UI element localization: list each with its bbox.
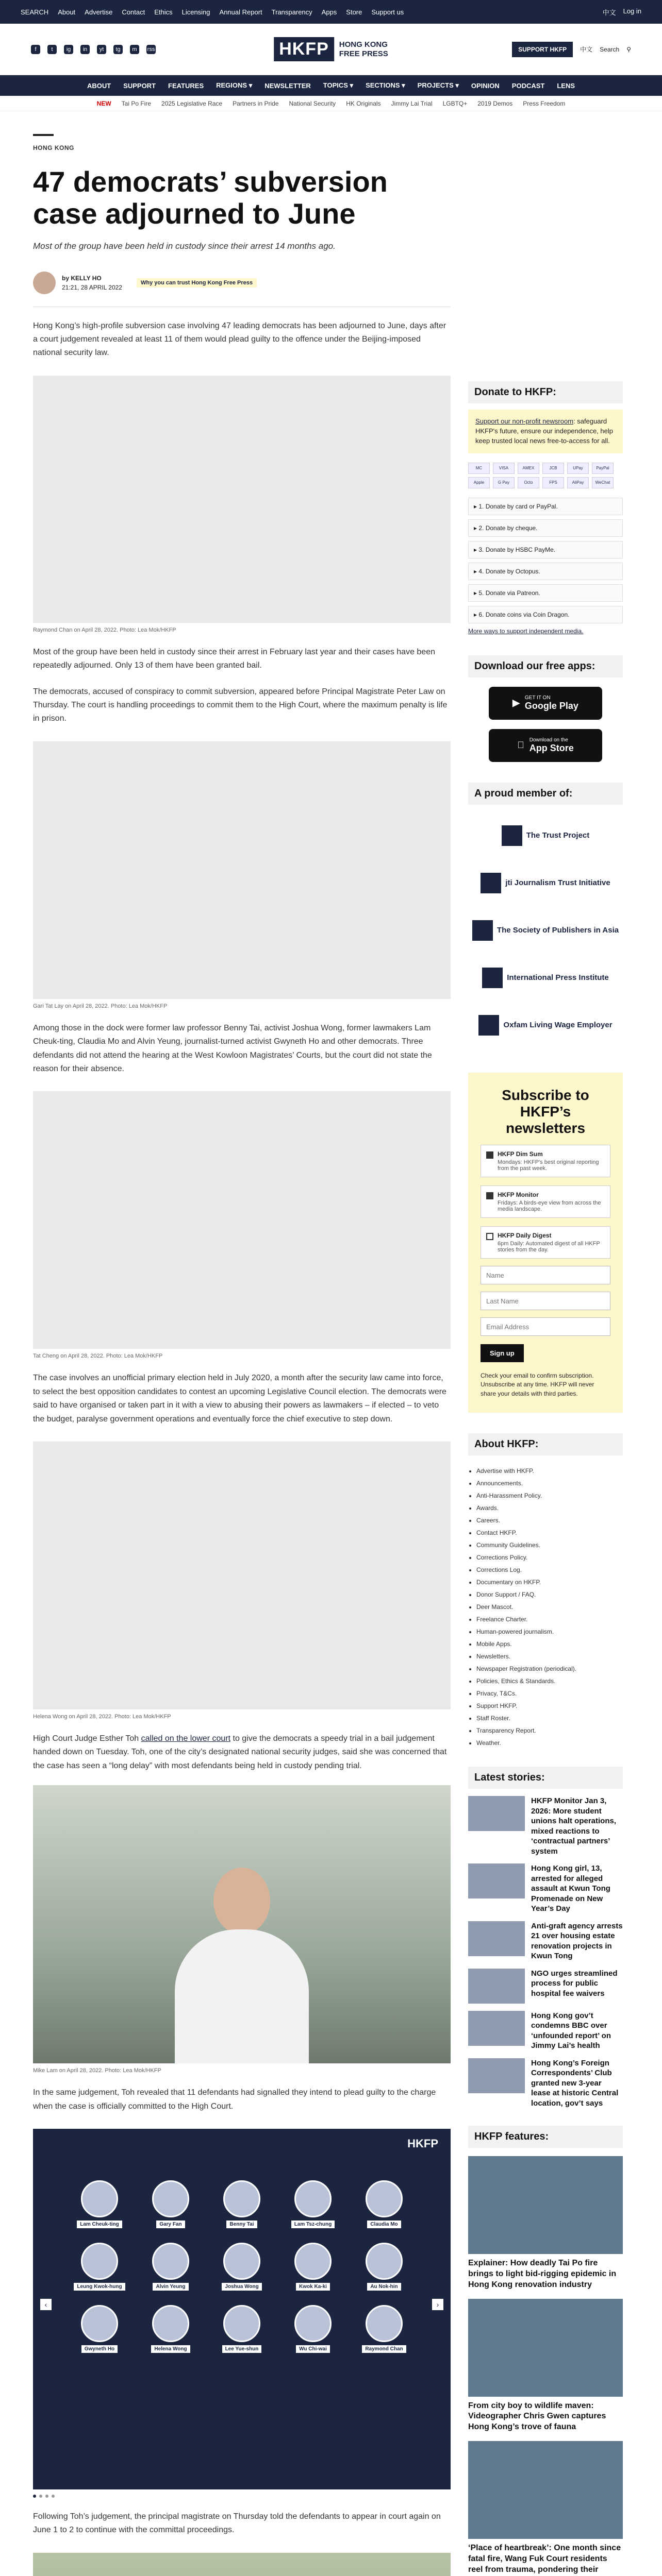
gallery-badge: HKFP — [407, 2137, 438, 2150]
payment-mc-icon: MC — [468, 463, 490, 474]
caption-1: Raymond Chan on April 28, 2022. Photo: Lea Mok/HKFP — [33, 626, 176, 633]
about-link[interactable]: • Newsletters. — [476, 1650, 623, 1663]
paragraph-7: In the same judgement, Toh revealed that 11 defendants had signalled they intend to plead guilty to the charge when the case is officially committed to the High Court. — [33, 2088, 436, 2111]
features-title: HKFP features: — [468, 2126, 623, 2148]
top-link-advertise[interactable]: Advertise — [85, 8, 113, 16]
donate-option[interactable]: ▸ 4. Donate by Octopus. — [468, 563, 623, 580]
caption-2: Gari Tat Lay on April 28, 2022. Photo: Lea Mok/HKFP — [33, 1003, 168, 1009]
author-name[interactable]: by KELLY HO — [62, 274, 102, 282]
gallery-item[interactable] — [64, 2305, 135, 2353]
newsletter-checkbox[interactable] — [486, 1151, 493, 1159]
defendant-name: Claudia Mo — [367, 2221, 401, 2228]
top-link-store[interactable]: Store — [346, 8, 362, 16]
top-right-links — [603, 7, 641, 17]
social-rss-icon[interactable]: rss — [146, 45, 156, 54]
payment-paypal-icon: PayPal — [592, 463, 614, 474]
social-yt-icon[interactable]: yt — [97, 45, 106, 54]
subnav-tai-po-fire[interactable]: Tai Po Fire — [121, 99, 152, 107]
newsletter-option-text — [498, 1232, 605, 1253]
top-link-transparency[interactable]: Transparency — [271, 8, 312, 16]
byline — [33, 272, 451, 294]
gallery-item[interactable] — [206, 2243, 277, 2291]
article-category[interactable]: HONG KONG — [33, 144, 74, 151]
defendant-name: Leung Kwok-hung — [74, 2283, 125, 2291]
member-logo-mark — [482, 968, 503, 988]
gallery-item[interactable] — [135, 2305, 206, 2353]
newsletter-option-desc: Fridays: A birds-eye view from across the media landscape. — [498, 1200, 601, 1213]
donate-title: Donate to HKFP: — [468, 381, 623, 403]
top-link-ethics[interactable]: Ethics — [154, 8, 173, 16]
about-link[interactable]: • Community Guidelines. — [476, 1539, 623, 1551]
defendant-portrait — [152, 2243, 189, 2280]
payment-visa-icon: VISA — [493, 463, 515, 474]
subnav-2025-legislative-race[interactable]: 2025 Legislative Race — [161, 99, 223, 107]
about-list — [468, 1465, 623, 1749]
defendant-name: Benny Tai — [226, 2221, 257, 2228]
newsletter-option-text — [498, 1150, 605, 1172]
support-newsroom-link[interactable]: Support our non-profit newsroom — [475, 417, 574, 425]
defendant-portrait — [294, 2180, 332, 2217]
social-m-icon[interactable]: m — [130, 45, 139, 54]
support-hkfp-button[interactable]: SUPPORT HKFP — [512, 42, 573, 57]
defendant-portrait — [366, 2305, 403, 2342]
story-thumbnail — [468, 1921, 525, 1956]
about-link[interactable]: • Awards. — [476, 1502, 623, 1514]
photo-tat-cheng — [33, 1091, 451, 1349]
nav-sections[interactable]: SECTIONS ▾ — [366, 81, 405, 89]
defendant-portrait — [81, 2305, 118, 2342]
newsletter-checkbox[interactable] — [486, 1233, 493, 1240]
newsletter-option-name: HKFP Monitor — [498, 1191, 539, 1199]
story-title[interactable]: HKFP Monitor Jan 3, 2026: More student unions halt operations, mixed reactions to ‘contractual partners’ system — [531, 1797, 617, 1856]
member-logo-jti-journalism-trust-initiative[interactable] — [468, 867, 623, 900]
defendant-portrait — [366, 2180, 403, 2217]
article-date: 21:21, 28 APRIL 2022 — [62, 283, 122, 291]
nav-features[interactable]: FEATURES — [168, 81, 204, 90]
member-logo-mark — [502, 825, 522, 846]
nav-topics[interactable]: TOPICS ▾ — [323, 81, 354, 89]
category-rule — [33, 134, 54, 136]
top-link-contact[interactable]: Contact — [122, 8, 145, 16]
story-thumbnail — [468, 1969, 525, 2004]
first-name-input[interactable] — [481, 1266, 610, 1284]
features-list — [468, 2156, 623, 2576]
gallery-item[interactable] — [277, 2305, 349, 2353]
gallery-item[interactable] — [349, 2243, 420, 2291]
member-logo-oxfam-living-wage-employer[interactable] — [468, 1009, 623, 1042]
defendant-name: Gary Fan — [156, 2221, 185, 2228]
about-link[interactable]: • Freelance Charter. — [476, 1613, 623, 1625]
top-link-about[interactable]: About — [58, 8, 76, 16]
latest-story[interactable] — [468, 1969, 623, 2004]
defendant-portrait — [366, 2243, 403, 2280]
paragraph-6: High Court Judge Esther Toh called on the lower court to give the democrats a speedy trial in a bail judgement handed down on Tuesday. Toh, one of the city’s designated national security judges, said she was concerned that the case has seen a “long delay” with most defendants being held in custody pending trial. — [33, 1734, 447, 1770]
defendant-name: Alvin Yeung — [153, 2283, 188, 2291]
defendant-name: Wu Chi-wai — [296, 2345, 330, 2353]
sidebar — [468, 381, 623, 2576]
apps-title: Download our free apps: — [468, 655, 623, 677]
gallery-next-button[interactable]: › — [432, 2299, 443, 2310]
email-input[interactable] — [481, 1317, 610, 1336]
defendant-name: Gwyneth Ho — [81, 2345, 118, 2353]
person-figure — [175, 1868, 309, 2063]
defendant-name: Raymond Chan — [362, 2345, 406, 2353]
subnav-press-freedom[interactable]: Press Freedom — [523, 99, 566, 107]
article-title: 47 democrats’ subversion case adjourned to June — [33, 165, 388, 230]
paragraph-3: The democrats, accused of conspiracy to commit subversion, appeared before Principal Magistrate Peter Law on Thursday. The court is handling proceedings to commit them to the High Court, where the maximum penalty is life in prison. — [33, 687, 448, 723]
defendant-name: Au Nok-hin — [367, 2283, 401, 2291]
lower-court-link[interactable]: called on the lower court — [141, 1734, 231, 1743]
feature-image — [468, 2156, 623, 2254]
photo-gari-tat-lay — [33, 741, 451, 999]
newsletter-option[interactable] — [481, 1145, 610, 1177]
header-search-label[interactable]: Search — [600, 45, 620, 53]
story-thumbnail — [468, 1863, 525, 1899]
member-logo-the-society-of-publishers-in-asia[interactable] — [468, 914, 623, 947]
latest-title: Latest stories: — [468, 1767, 623, 1789]
gallery-item[interactable] — [277, 2243, 349, 2291]
logo-text-2: FREE PRESS — [339, 49, 388, 58]
nav-lens[interactable]: LENS — [557, 81, 575, 90]
author-avatar — [33, 272, 56, 294]
donate-options — [468, 498, 623, 623]
apple-icon — [517, 740, 524, 751]
defendant-portrait — [223, 2243, 260, 2280]
about-link[interactable]: • Weather. — [476, 1737, 623, 1749]
latest-story[interactable] — [468, 2058, 623, 2109]
payment-wechat-icon: WeChat — [592, 477, 614, 488]
about-link[interactable]: • Advertise with HKFP. — [476, 1465, 623, 1477]
about-link[interactable]: • Deer Mascot. — [476, 1601, 623, 1613]
defendant-portrait — [152, 2305, 189, 2342]
member-logo-mark — [472, 920, 493, 941]
defendant-portrait — [223, 2305, 260, 2342]
gallery-item[interactable] — [64, 2243, 135, 2291]
gallery-item[interactable] — [349, 2305, 420, 2353]
about-link[interactable]: • Careers. — [476, 1514, 623, 1527]
top-link-search[interactable]: SEARCH — [21, 8, 49, 16]
donate-option[interactable]: ▸ 1. Donate by card or PayPal. — [468, 498, 623, 515]
social-in-icon[interactable]: in — [80, 45, 90, 54]
about-link[interactable]: • Human-powered journalism. — [476, 1625, 623, 1638]
payment-fps-icon: FPS — [542, 477, 564, 488]
nav-about[interactable]: ABOUT — [87, 81, 111, 90]
subnav-partners-in-pride[interactable]: Partners in Pride — [233, 99, 279, 107]
new-label: NEW — [96, 99, 111, 107]
member-logo-the-trust-project[interactable] — [468, 819, 623, 852]
caption-5: Mike Lam on April 28, 2022. Photo: Lea Mok/HKFP — [33, 2067, 161, 2074]
defendant-name: Lam Cheuk-ting — [77, 2221, 122, 2228]
about-link[interactable]: • Contact HKFP. — [476, 1527, 623, 1539]
gallery-item[interactable] — [135, 2180, 206, 2228]
newsletter-signup — [468, 1073, 623, 1413]
story-thumbnail — [468, 2011, 525, 2046]
feature-title[interactable]: ‘Place of heartbreak’: One month since fatal fire, Wang Fuk Court residents reel from trauma, pondering their — [468, 2544, 621, 2574]
site-logo[interactable] — [274, 37, 388, 61]
about-link[interactable]: • Corrections Policy. — [476, 1551, 623, 1564]
logo-text-1: HONG KONG — [339, 40, 388, 49]
newsletter-option-desc: Mondays: HKFP's best original reporting from the past week. — [498, 1159, 599, 1172]
defendant-portrait — [81, 2243, 118, 2280]
defendant-portrait — [152, 2180, 189, 2217]
article — [33, 134, 451, 2576]
search-icon[interactable]: ⚲ — [626, 45, 631, 53]
paragraph-1: Hong Kong’s high-profile subversion case involving 47 leading democrats has been adjourned to June, days after a court judgement revealed at least 11 of them would plead guilty to the offence under the Beijing-imposed national security law. — [33, 321, 446, 358]
about-link[interactable]: • Support HKFP. — [476, 1700, 623, 1712]
gallery-prev-button[interactable]: ‹ — [40, 2299, 52, 2310]
photo-mike-lam — [33, 1785, 451, 2063]
caption-3: Tat Cheng on April 28, 2022. Photo: Lea Mok/HKFP — [33, 1353, 163, 1360]
about-link[interactable]: • Transparency Report. — [476, 1724, 623, 1737]
gallery-grid — [64, 2180, 420, 2353]
feature-story[interactable] — [468, 2299, 623, 2433]
language-toggle[interactable]: 中文 — [580, 46, 593, 53]
photo-masked-defendant — [33, 2553, 451, 2576]
newsletter-option-text — [498, 1191, 605, 1212]
member-title: A proud member of: — [468, 783, 623, 805]
top-link-support-us[interactable]: Support us — [371, 8, 404, 16]
defendants-gallery[interactable] — [33, 2129, 451, 2489]
latest-stories — [468, 1796, 623, 2108]
member-logo-name: Oxfam Living Wage Employer — [503, 1021, 613, 1030]
member-logos — [468, 819, 623, 1042]
subnav-hk-originals[interactable]: HK Originals — [346, 99, 381, 107]
donate-option[interactable]: ▸ 6. Donate coins via Coin Dragon. — [468, 606, 623, 623]
nav-opinion[interactable]: OPINION — [471, 81, 500, 90]
article-standfirst: Most of the group have been held in custody since their arrest 14 months ago. — [33, 241, 336, 251]
story-title[interactable]: Anti-graft agency arrests 21 over housing estate renovation projects in Kwun Tong — [531, 1921, 623, 1961]
photo-raymond-chan — [33, 376, 451, 623]
member-logo-mark — [478, 1015, 499, 1036]
latest-story[interactable] — [468, 1863, 623, 1914]
about-link[interactable]: • Mobile Apps. — [476, 1638, 623, 1650]
payment-logos — [468, 463, 623, 488]
gallery-item[interactable] — [277, 2180, 349, 2228]
about-link[interactable]: • Staff Roster. — [476, 1712, 623, 1724]
defendant-portrait — [81, 2180, 118, 2217]
gallery-item[interactable] — [135, 2243, 206, 2291]
top-bar — [0, 0, 662, 24]
defendant-name: Lee Yue-shun — [222, 2345, 262, 2353]
feature-story[interactable] — [468, 2156, 623, 2290]
payment-alipay-icon: AliPay — [567, 477, 589, 488]
feature-title[interactable]: From city boy to wildlife maven: Videographer Chris Gwen captures Hong Kong’s trove of fauna — [468, 2401, 606, 2432]
newsletter-title: Subscribe to HKFP’s newsletters — [502, 1087, 589, 1136]
gallery-item[interactable] — [64, 2180, 135, 2228]
newsletter-option-name: HKFP Dim Sum — [498, 1150, 543, 1158]
social-icons — [31, 45, 156, 54]
payment-g-pay-icon: G Pay — [493, 477, 515, 488]
newsletter-option-desc: 6pm Daily: Automated digest of all HKFP stories from the day. — [498, 1241, 600, 1253]
member-logo-international-press-institute[interactable] — [468, 961, 623, 994]
defendant-portrait — [294, 2305, 332, 2342]
story-title[interactable]: Hong Kong’s Foreign Correspondents’ Club granted new 3-year lease at historic Central location, gov’t says — [531, 2058, 619, 2108]
member-logo-name: The Society of Publishers in Asia — [496, 926, 619, 935]
payment-upay-icon: UPay — [567, 463, 589, 474]
app-store-button[interactable]: Download on the App Store — [489, 729, 602, 762]
top-link-apps[interactable]: Apps — [321, 8, 337, 16]
about-link[interactable]: • Documentary on HKFP. — [476, 1576, 623, 1588]
site-header — [0, 24, 662, 75]
top-links — [21, 8, 404, 16]
subnav-jimmy-lai-trial[interactable]: Jimmy Lai Trial — [391, 99, 433, 107]
member-logo-name: The Trust Project — [526, 831, 590, 840]
story-title[interactable]: Hong Kong girl, 13, arrested for alleged assault at Kwun Tong Promenade on New Year’s Day — [531, 1864, 610, 1913]
feature-image — [468, 2299, 623, 2397]
trust-tag[interactable]: Why you can trust Hong Kong Free Press — [137, 278, 257, 287]
subnav-2019-demos[interactable]: 2019 Demos — [477, 99, 513, 107]
top-link-annual-report[interactable]: Annual Report — [219, 8, 262, 16]
newsletter-note: Check your email to confirm subscription. Unsubscribe at any time. HKFP will never share your details with third parties. — [481, 1372, 594, 1397]
defendant-name: Helena Wong — [151, 2345, 190, 2353]
latest-story[interactable] — [468, 2011, 623, 2051]
donate-option[interactable]: ▸ 5. Donate via Patreon. — [468, 584, 623, 602]
sub-nav — [0, 96, 662, 111]
social-t-icon[interactable]: t — [47, 45, 57, 54]
photo-helena-wong — [33, 1442, 451, 1709]
paragraph-8: Following Toh’s judgement, the principal magistrate on Thursday told the defendants to appear in court again on June 1 to 2 to continue with the committal proceedings. — [33, 2512, 441, 2535]
newsletter-option-name: HKFP Daily Digest — [498, 1232, 552, 1240]
nav-podcast[interactable]: PODCAST — [511, 81, 545, 90]
logo-mark: HKFP — [274, 37, 334, 61]
defendant-portrait — [294, 2243, 332, 2280]
newsletter-option[interactable] — [481, 1185, 610, 1218]
social-tg-icon[interactable]: tg — [113, 45, 123, 54]
feature-story[interactable] — [468, 2441, 623, 2576]
about-link[interactable]: • Announcements. — [476, 1477, 623, 1489]
story-thumbnail — [468, 1796, 525, 1831]
latest-story[interactable] — [468, 1796, 623, 1856]
about-link[interactable]: • Newspaper Registration (periodical). — [476, 1663, 623, 1675]
donate-option[interactable]: ▸ 3. Donate by HSBC PayMe. — [468, 541, 623, 558]
paragraph-5: The case involves an unofficial primary election held in July 2020, a month after the security law came into force, to select the best opposition candidates to contest an upcoming Legislative Council election. The democrats were said to have organised or taken part in it with a view to abusing their powers as lawmakers – if elected – to veto the budget, paralyse government operations and eventually force the chief executive to step down. — [33, 1374, 446, 1423]
top-link-licensing[interactable]: Licensing — [181, 8, 210, 16]
story-title[interactable]: NGO urges streamlined process for public hospital fee waivers — [531, 1969, 618, 1998]
about-link[interactable]: • Donor Support / FAQ. — [476, 1588, 623, 1601]
payment-jcb-icon: JCB — [542, 463, 564, 474]
nav-projects[interactable]: PROJECTS ▾ — [417, 81, 459, 89]
top-right-link-1[interactable]: Log in — [623, 7, 641, 15]
nav-regions[interactable]: REGIONS ▾ — [216, 81, 253, 89]
google-play-button[interactable]: ▶ GET IT ON Google Play — [489, 687, 602, 720]
latest-story[interactable] — [468, 1921, 623, 1961]
defendant-name: Joshua Wong — [222, 2283, 261, 2291]
about-link[interactable]: • Privacy, T&Cs. — [476, 1687, 623, 1700]
nav-newsletter[interactable]: NEWSLETTER — [264, 81, 311, 90]
more-ways-link[interactable]: More ways to support independent media. — [468, 627, 584, 635]
about-link[interactable]: • Policies, Ethics & Standards. — [476, 1675, 623, 1687]
member-logo-mark — [481, 873, 501, 893]
newsletter-option[interactable] — [481, 1226, 610, 1259]
defendant-name: Lam Tsz-chung — [291, 2221, 335, 2228]
defendant-portrait — [223, 2180, 260, 2217]
payment-apple-icon: Apple — [468, 477, 490, 488]
member-logo-name: International Press Institute — [507, 973, 609, 982]
gallery-item[interactable] — [206, 2305, 277, 2353]
google-play-icon: ▶ — [512, 698, 520, 708]
about-link[interactable]: • Corrections Log. — [476, 1564, 623, 1576]
social-f-icon[interactable]: f — [31, 45, 40, 54]
about-title: About HKFP: — [468, 1433, 623, 1455]
payment-amex-icon: AMEX — [518, 463, 539, 474]
newsletter-checkbox[interactable] — [486, 1192, 493, 1199]
subnav-national-security[interactable]: National Security — [289, 99, 336, 107]
gallery-item[interactable] — [349, 2180, 420, 2228]
about-link[interactable]: • Anti-Harassment Policy. — [476, 1489, 623, 1502]
story-title[interactable]: Hong Kong gov’t condemns BBC over ‘unfounded report’ on Jimmy Lai’s health — [531, 2011, 611, 2050]
main-nav — [0, 75, 662, 96]
defendant-name: Kwok Ka-ki — [296, 2283, 330, 2291]
donate-box: Support our non-profit newsroom: safeguard HKFP's future, ensure our independence, help keep trusted local news free-to-access for all. — [468, 410, 623, 453]
last-name-input[interactable] — [481, 1292, 610, 1310]
member-logo-name: jti Journalism Trust Initiative — [505, 878, 610, 888]
top-right-link-0[interactable]: 中文 — [602, 8, 616, 16]
caption-4: Helena Wong on April 28, 2022. Photo: Lea Mok/HKFP — [33, 1713, 171, 1720]
donate-option[interactable]: ▸ 2. Donate by cheque. — [468, 519, 623, 537]
paragraph-4: Among those in the dock were former law professor Benny Tai, activist Joshua Wong, former lawmakers Lam Cheuk-ting, Claudia Mo and Alvin Yeung, journalist-turned activist Gwyneth Ho and other democrats. Three defendants did not attend the hearing at the West Kowloon Magistrates’ Courts, but the court did not state the reason for their absence. — [33, 1023, 432, 1073]
subnav-lgbtq[interactable]: LGBTQ+ — [442, 99, 468, 107]
gallery-dots[interactable] — [33, 2495, 451, 2498]
social-ig-icon[interactable]: ig — [64, 45, 73, 54]
feature-image — [468, 2441, 623, 2539]
story-thumbnail — [468, 2058, 525, 2093]
sign-up-button[interactable]: Sign up — [481, 1344, 524, 1362]
gallery-item[interactable] — [206, 2180, 277, 2228]
nav-support[interactable]: SUPPORT — [123, 81, 156, 90]
paragraph-2: Most of the group have been held in custody since their arrest in February last year and their cases have been repeatedly adjourned. Only 13 of them have been granted bail. — [33, 647, 435, 670]
feature-title[interactable]: Explainer: How deadly Tai Po fire brings to light bid-rigging epidemic in Hong Kong renovation industry — [468, 2259, 617, 2289]
payment-octo-icon: Octo — [518, 477, 539, 488]
